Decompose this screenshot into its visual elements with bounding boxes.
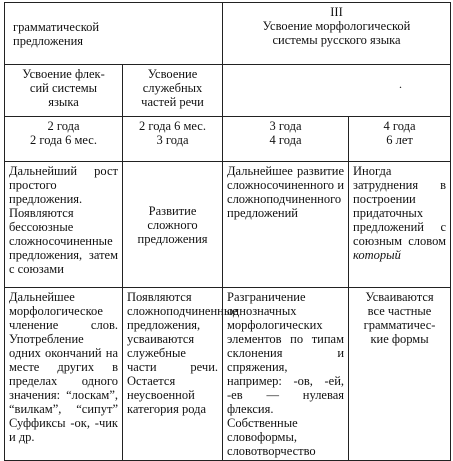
age-cell: 2 года 2 года 6 мес. bbox=[5, 117, 123, 162]
header-right-cell bbox=[223, 3, 451, 65]
header-left-title: грамматической предложения bbox=[5, 3, 223, 65]
document-page bbox=[4, 2, 450, 458]
cell-text: Дальнейшее развитие сложносочиненного и сложноподчиненного предложений bbox=[223, 162, 349, 288]
age-cell: 3 года 4 года bbox=[223, 117, 349, 162]
age-cell: 4 года 6 лет bbox=[349, 117, 451, 162]
cell-text-main: Иногда затруднения в построении придаточных предложений с союзным словом bbox=[353, 164, 447, 248]
cell-text: Дальнейший рост простого предложения. Появляются бессоюзные сложносочиненные предложения, затем с союзами bbox=[5, 162, 123, 288]
stray-dot: . bbox=[399, 77, 403, 91]
age-row bbox=[5, 117, 451, 162]
section-numeral: III bbox=[330, 5, 343, 19]
cell-text: Разграничение однозначных морфологических элементов по типам склонения и спряжения, например: -ов, -ей, -ев — нулевая флексия. Собственные словоформы, словотворчество bbox=[223, 288, 349, 461]
table-row bbox=[5, 162, 451, 288]
cell-text: Развитие сложного предложения bbox=[123, 162, 223, 288]
cell-text: Появляются сложноподчиненные предложения, усваиваются служебные части речи. Остается неусвоенной категория рода bbox=[123, 288, 223, 461]
cell-text: Усваиваются все частные грамматичес- кие формы bbox=[349, 288, 451, 461]
section-title: Усвоение морфологической системы русского языка bbox=[262, 19, 411, 47]
table-row bbox=[5, 288, 451, 461]
subheader-empty bbox=[223, 65, 451, 117]
subheader-flexion: Усвоение флек- сий системы языка bbox=[5, 65, 123, 117]
cell-text-italic: который bbox=[353, 248, 401, 262]
morphology-table bbox=[4, 2, 451, 461]
table-header-row bbox=[5, 3, 451, 65]
subheader-row bbox=[5, 65, 451, 117]
cell-text bbox=[349, 162, 451, 288]
subheader-service-words: Усвоение служебных частей речи bbox=[123, 65, 223, 117]
cell-text: Дальнейшее морфологическое членение слов. Употребление одних окончаний на месте других в пределах одного значения: “лоскам”, “вилкам”, “сипут” Суффиксы -ок, -чик и др. bbox=[5, 288, 123, 461]
age-cell: 2 года 6 мес. 3 года bbox=[123, 117, 223, 162]
